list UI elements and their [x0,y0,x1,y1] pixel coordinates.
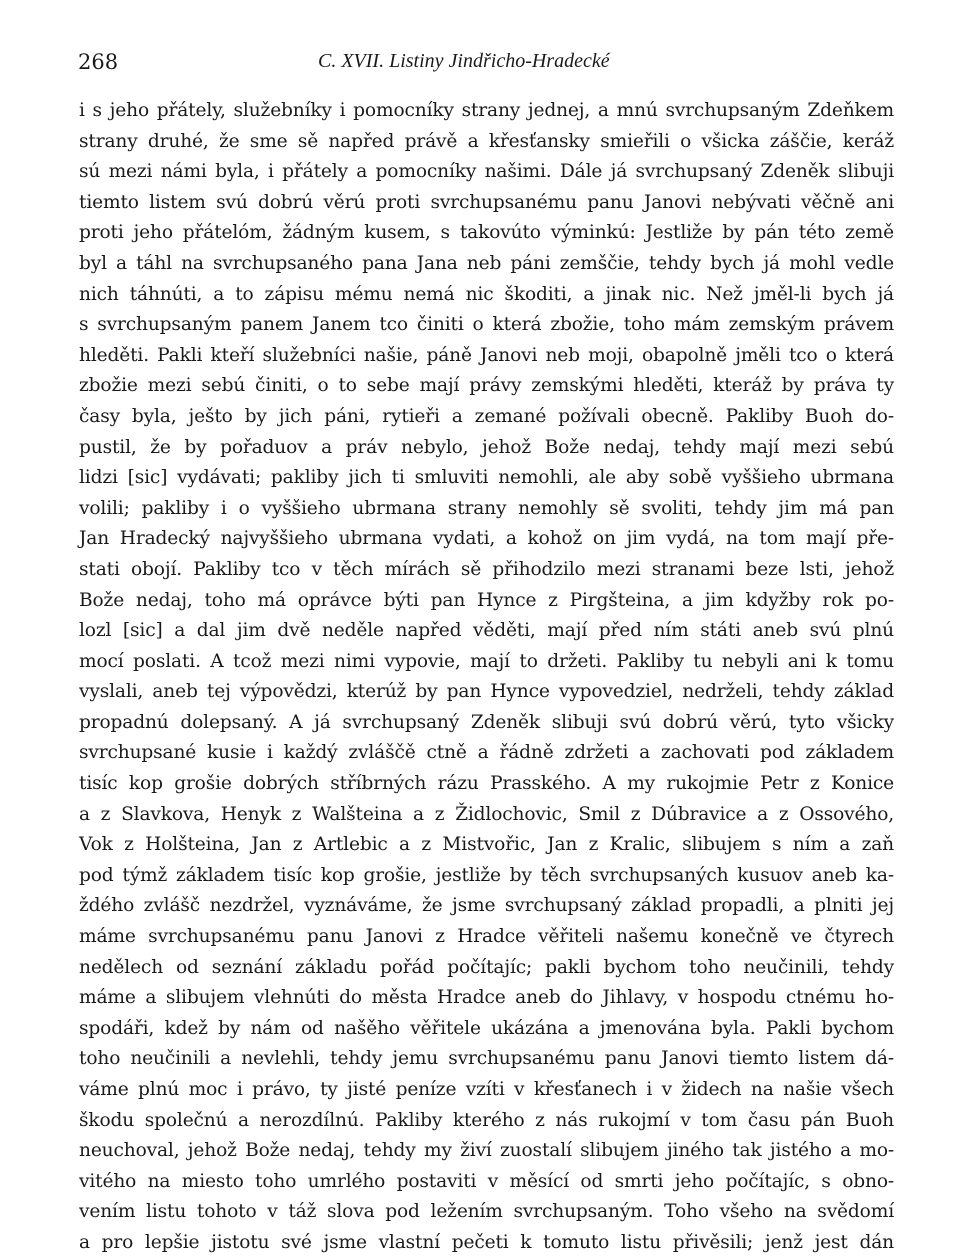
text-line: lidzi [sic] vydávati; pakliby jich ti smluviti nemohli, ale aby sobě vyššieho ubrmana [79,467,894,489]
text-line: vením listu tohoto v táž slova pod ležením svrchupsaným. Toho všeho na svědomí [79,1201,894,1223]
text-line: neuchoval, jehož Bože nedaj, tehdy my živí zuostalí slibujem jiného tak jistého a mo- [79,1140,894,1162]
text-line: sú mezi námi byla, i přátely a pomocníky našimi. Dále já svrchupsaný Zdeněk slibuji [79,161,894,183]
text-line: a pro lepšie jistotu své jsme vlastní pečeti k tomuto listu přivěsili; jenž jest dán [79,1231,894,1253]
text-line: toho neučinili a nevlehli, tehdy jemu svrchupsanému panu Janovi tiemto listem dá- [79,1048,894,1070]
text-line: a z Slavkova, Henyk z Walšteina a z Židlochovic, Smil z Dúbravice a z Ossového, [79,803,894,825]
text-line: hleděti. Pakli kteří služebníci našie, páně Janovi neb moji, obapolně jměli tco o která [79,344,894,366]
text-line: tiemto listem svú dobrú věrú proti svrchupsanému panu Janovi nebývati věčně ani [79,191,894,213]
text-line: volili; pakliby i o vyššieho ubrmana strany nemohly sě svoliti, tehdy jim má pan [79,497,894,519]
text-line: máme svrchupsanému panu Janovi z Hradce věřiteli našemu konečně ve čtyrech [79,926,894,948]
text-line: mocí poslati. A tcož mezi nimi vypovie, mají to držeti. Pakliby tu nebyli ani k tomu [79,650,894,672]
text-line: máme a slibujem vlehnúti do města Hradce aneb do Jihlavy, v hospodu ctnému ho- [79,987,894,1009]
body-text [79,96,894,1259]
text-line: stati obojí. Pakliby tco v těch mírách sě přihodzilo mezi stranami beze lsti, jehož [79,558,894,580]
running-title: C. XVII. Listiny Jindřicho-Hradecké [318,50,610,72]
text-line: tisíc kop grošie dobrých stříbrných rázu Prasského. A my rukojmie Petr z Konice [79,773,894,795]
text-line: váme plnú moc i právo, ty jisté peníze vzíti v křesťanech i v židech na našie všech [79,1079,894,1100]
text-line: zbožie mezi sebú činiti, o to sebe mají právy zemskými hleděti, kteráž by práva ty [79,375,894,397]
text-line: propadnú dolepsaný. A já svrchupsaný Zdeněk slibuji svú dobrú věrú, tyto všicky [79,711,894,733]
text-line: nich táhnúti, a to zápisu mému nemá nic škoditi, a jinak nic. Než jměl-li bych já [79,283,894,305]
text-line: vyslali, aneb tej výpovědzi, kterúž by pan Hynce vypovedziel, nedrželi, tehdy základ [79,681,894,703]
text-line: Jan Hradecký najvyššieho ubrmana vydati, a kohož on jim vydá, na tom mají pře- [79,528,894,550]
page-header [78,50,886,80]
text-line: svrchupsané kusie i každý zvláščě ctně a řádně zdržeti a zachovati pod základem [79,742,894,764]
page-number: 268 [78,50,119,74]
text-line: pod týmž základem tisíc kop grošie, jestliže by těch svrchupsaných kusuov aneb ka- [79,864,894,886]
text-line: lozl [sic] a dal jim dvě neděle napřed věděti, mají před ním státi aneb svú plnú [79,620,894,642]
text-line: vitého na miesto toho umrlého postaviti v měsící od smrti jeho počítajíc, s obno- [79,1170,894,1192]
text-line: s svrchupsaným panem Janem tco činiti o která zbožie, toho mám zemským právem [79,314,894,336]
text-line: strany druhé, že sme sě napřed právě a křesťansky smieřili o všicka záščie, keráž [79,130,894,152]
text-line: i s jeho přátely, služebníky i pomocníky strany jednej, a mnú svrchupsaným Zdeňkem [79,100,894,121]
text-line: Bože nedaj, toho má oprávce býti pan Hynce z Pirgšteina, a jim kdyžby rok po- [79,589,894,611]
text-line: pustil, že by pořaduov a práv nebylo, jehož Bože nedaj, tehdy mají mezi sebú [79,436,894,458]
text-line: ždého zvlášč nezdržel, vyznáváme, že jsme svrchupsaný základ propadli, a plniti jej [79,895,894,917]
text-line: proti jeho přátelóm, žádným kusem, s takovúto výminkú: Jestliže by pán této země [79,222,894,244]
text-line: Vok z Holšteina, Jan z Artlebic a z Mistvořic, Jan z Kralic, slibujem s ním a zaň [79,834,894,856]
text-line: nedělech od seznání základu pořád počítajíc; pakli bychom toho neučinili, tehdy [79,956,894,978]
text-line: časy byla, ješto by jich páni, rytieři a zemané požívali obecně. Pakliby Buoh do- [79,405,894,427]
text-line: spodáři, kdež by nám od našěho věřitele ukázána a jmenována byla. Pakli bychom [79,1017,894,1039]
text-line: byl a táhl na svrchupsaného pana Jana neb páni zemščie, tehdy bych já mohl vedle [79,252,894,274]
text-line: škodu společnú a nerozdílnú. Pakliby kterého z nás rukojmí v tom času pán Buoh [79,1109,894,1131]
